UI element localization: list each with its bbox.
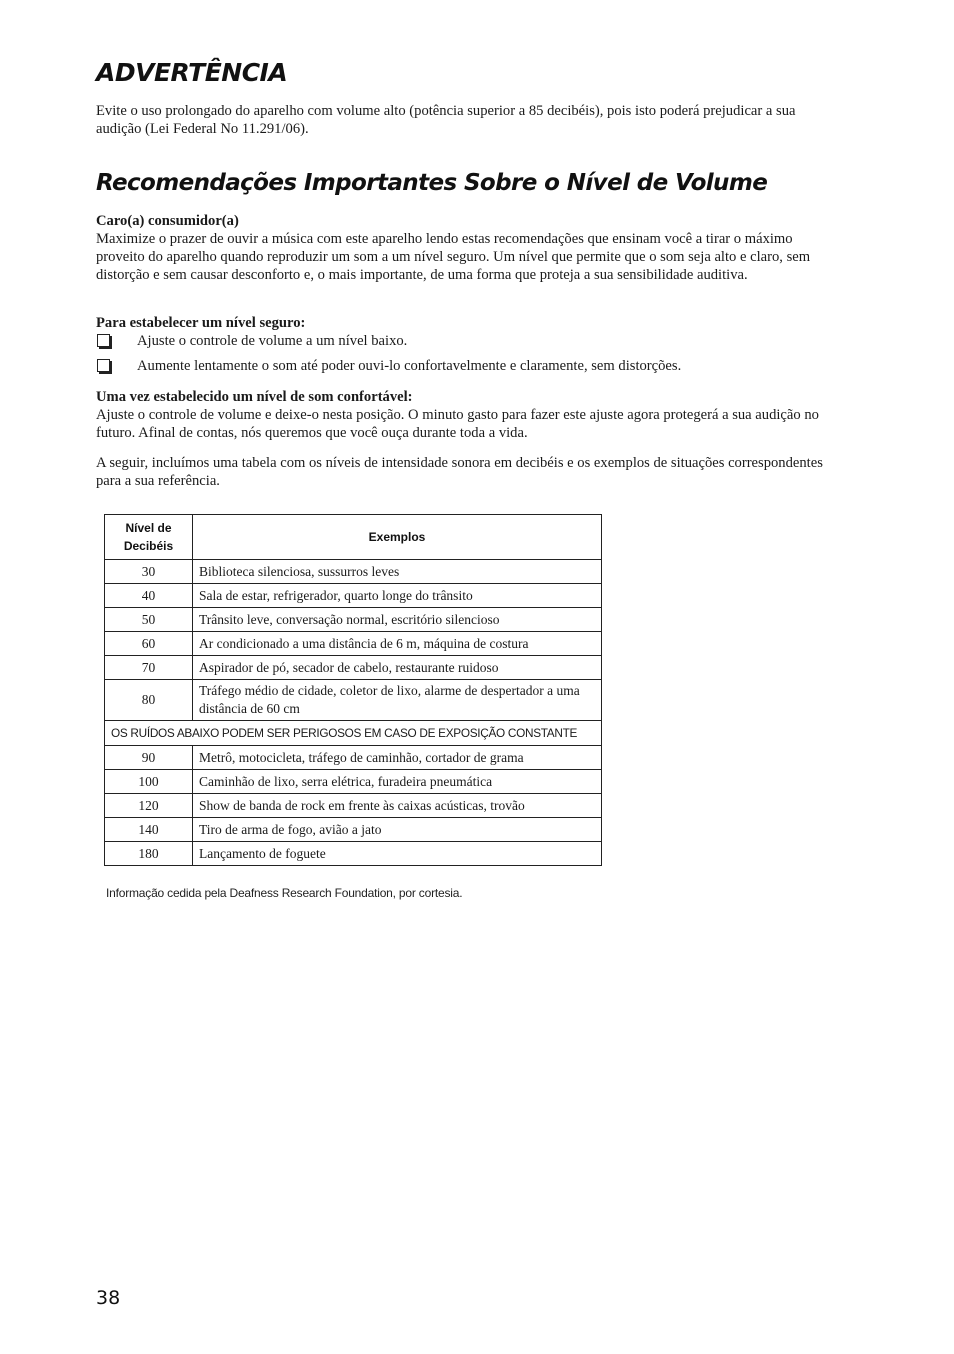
safe-level-heading: Para estabelecer um nível seguro: <box>96 315 306 331</box>
decibel-level: 60 <box>105 632 193 656</box>
table-row <box>105 842 602 866</box>
danger-notice: OS RUÍDOS ABAIXO PODEM SER PERIGOSOS EM CASO DE EXPOSIÇÃO CONSTANTE <box>105 721 602 746</box>
table-intro: A seguir, incluímos uma tabela com os níveis de intensidade sonora em decibéis e os exemplos de situações correspondentes para a sua referência. <box>96 455 823 489</box>
example-text: Metrô, motocicleta, tráfego de caminhão, cortador de grama <box>193 746 602 770</box>
example-text: Aspirador de pó, secador de cabelo, restaurante ruidoso <box>193 656 602 680</box>
example-text: Tiro de arma de fogo, avião a jato <box>193 818 602 842</box>
table-row <box>105 746 602 770</box>
warning-text: Evite o uso prolongado do aparelho com volume alto (potência superior a 85 decibéis), pois isto poderá prejudicar a sua audição (Lei Federal No 11.291/06). <box>96 103 796 137</box>
example-text: Sala de estar, refrigerador, quarto longe do trânsito <box>193 584 602 608</box>
decibel-level: 100 <box>105 770 193 794</box>
example-text: Show de banda de rock em frente às caixas acústicas, trovão <box>193 794 602 818</box>
table-row <box>105 584 602 608</box>
page-number: 38 <box>96 1287 121 1309</box>
intro-section <box>96 212 826 284</box>
checkbox-icon <box>97 334 110 347</box>
table-row <box>105 680 602 721</box>
table-caption: Informação cedida pela Deafness Research Foundation, por cortesia. <box>106 886 463 900</box>
table-row <box>105 794 602 818</box>
decibel-level: 30 <box>105 560 193 584</box>
example-text: Biblioteca silenciosa, sussurros leves <box>193 560 602 584</box>
table-row <box>105 632 602 656</box>
decibel-level: 120 <box>105 794 193 818</box>
decibel-table <box>104 514 602 866</box>
danger-notice-row <box>105 721 602 746</box>
comfortable-heading: Uma vez estabelecido um nível de som confortável: <box>96 389 413 405</box>
example-text: Ar condicionado a uma distância de 6 m, máquina de costura <box>193 632 602 656</box>
decibel-level: 140 <box>105 818 193 842</box>
table-row <box>105 656 602 680</box>
decibel-level: 80 <box>105 680 193 721</box>
checklist-item <box>96 357 826 375</box>
decibel-level: 180 <box>105 842 193 866</box>
example-text: Trânsito leve, conversação normal, escritório silencioso <box>193 608 602 632</box>
decibel-level: 70 <box>105 656 193 680</box>
decibel-level: 40 <box>105 584 193 608</box>
safe-level-section <box>96 314 826 375</box>
warning-title: ADVERTÊNCIA <box>96 58 288 87</box>
decibel-level: 90 <box>105 746 193 770</box>
example-text: Tráfego médio de cidade, coletor de lixo, alarme de despertador a uma distância de 60 cm <box>193 680 602 721</box>
comfortable-section <box>96 388 826 442</box>
header-level: Nível de Decibéis <box>105 515 193 560</box>
comfortable-text: Ajuste o controle de volume e deixe-o nesta posição. O minuto gasto para fazer este ajuste agora protegerá a sua audição no futuro. Afinal de contas, nós queremos que você ouça durante toda a vida. <box>96 407 819 441</box>
recommendations-title: Recomendações Importantes Sobre o Nível de Volume <box>96 170 768 196</box>
checklist-item-label: Ajuste o controle de volume a um nível baixo. <box>137 333 408 349</box>
table-row <box>105 560 602 584</box>
table-row <box>105 818 602 842</box>
checklist-item <box>96 332 826 350</box>
example-text: Lançamento de foguete <box>193 842 602 866</box>
intro-text: Maximize o prazer de ouvir a música com este aparelho lendo estas recomendações que ensinam você a tirar o máximo proveito do aparelho quando reproduzir um som a um nível seguro. Um nível que permite que o som seja alto e claro, sem distorção e sem causar desconforto e, o mais importante, de uma forma que proteja a sua sensibilidade auditiva. <box>96 231 811 283</box>
table-header-row <box>105 515 602 560</box>
header-examples: Exemplos <box>193 515 602 560</box>
decibel-level: 50 <box>105 608 193 632</box>
example-text: Caminhão de lixo, serra elétrica, furadeira pneumática <box>193 770 602 794</box>
checklist-item-label: Aumente lentamente o som até poder ouvi-lo confortavelmente e claramente, sem distorções. <box>137 358 682 374</box>
greeting: Caro(a) consumidor(a) <box>96 213 239 229</box>
table-row <box>105 608 602 632</box>
checkbox-icon <box>97 359 110 372</box>
table-row <box>105 770 602 794</box>
